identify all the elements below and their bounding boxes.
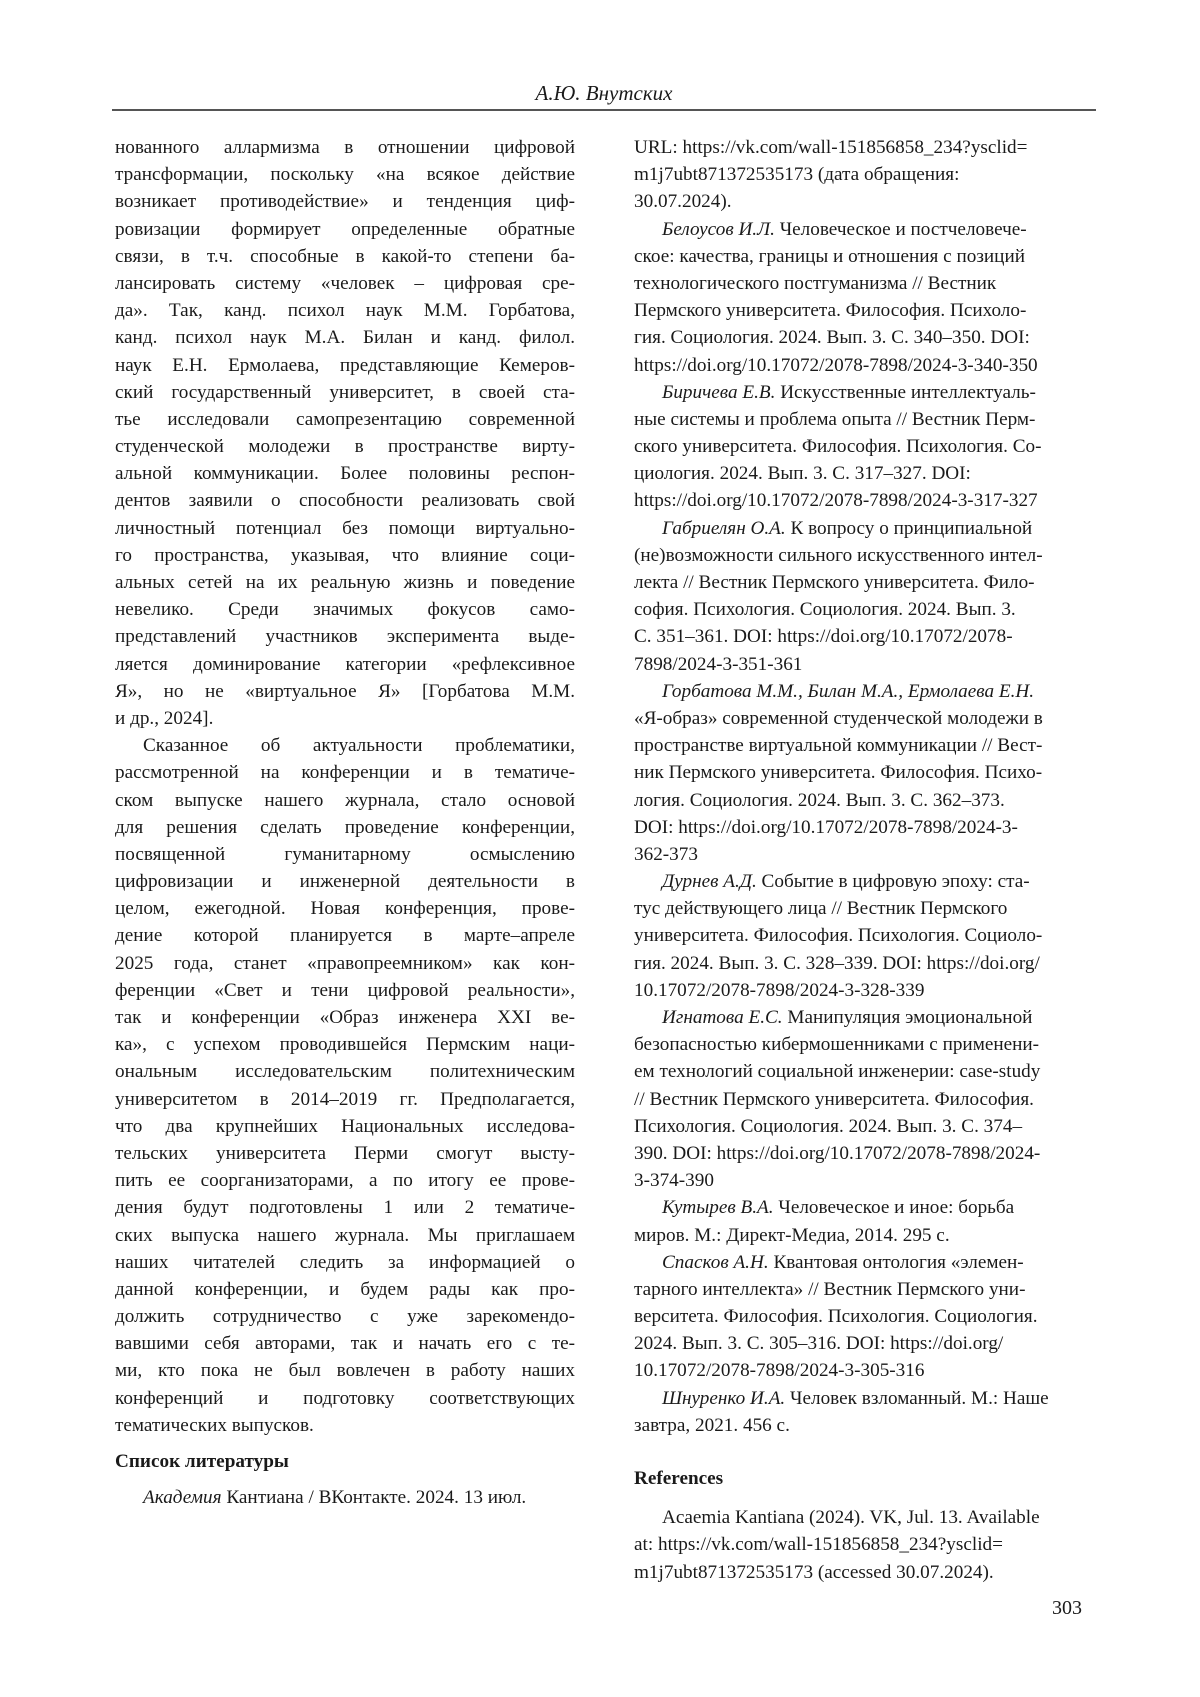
text-line: тус действующего лица // Вестник Пермского [634, 898, 1008, 920]
text-line: ные системы и проблема опыта // Вестник Перм- [634, 408, 1036, 430]
text-line: m1j7ubt871372535173 (accessed 30.07.2024). [634, 1561, 994, 1583]
text-line: должить сотрудничество с уже зарекомендо- [115, 1306, 575, 1328]
reference-entry [634, 1004, 1089, 1194]
text-line: 10.17072/2078-7898/2024-3-305-316 [634, 1360, 925, 1382]
bibliography-heading: Список литературы [115, 1451, 289, 1472]
text-line: трансформации, поскольку «на всякое действие [115, 164, 575, 186]
body-paragraph [115, 134, 575, 732]
text-line: ляется доминирование категории «рефлексивное [115, 653, 575, 675]
text-line: ского университета. Философия. Психология. Со- [634, 436, 1042, 458]
text-line: альной коммуникации. Более половины респон- [115, 463, 575, 485]
reference-title: Человеческое и постчеловече- [774, 218, 1027, 240]
reference-entry [115, 1484, 575, 1511]
text-line: Сказанное об актуальности проблематики, [143, 735, 575, 757]
page-number: 303 [1052, 1597, 1082, 1619]
text-line: целом, ежегодной. Новая конференция, прове- [115, 898, 575, 920]
text-line: наших читателей следить за информацией о [115, 1251, 575, 1273]
text-line: тарного интеллекта» // Вестник Пермского уни- [634, 1278, 1026, 1300]
text-line: m1j7ubt871372535173 (дата обращения: [634, 164, 960, 186]
running-head: А.Ю. Внутских [535, 81, 673, 105]
text-line: ональным исследовательским политехническим [115, 1061, 575, 1083]
reference-author: Игнатова Е.С. [662, 1007, 783, 1028]
reference-entry [634, 1249, 1089, 1385]
text-line: наук Е.Н. Ермолаева, представляющие Кемеров- [115, 354, 575, 376]
text-line: 362-373 [634, 843, 698, 865]
reference-entry [634, 379, 1089, 515]
reference-first-line [634, 1249, 1089, 1276]
text-line: (не)возможности сильного искусственного интел- [634, 544, 1043, 566]
reference-first-line [634, 678, 1089, 705]
text-line: лекта // Вестник Пермского университета. Фило- [634, 572, 1035, 593]
header-rule [112, 109, 1096, 111]
text-line: // Вестник Пермского университета. Философия. [634, 1088, 1034, 1110]
text-line: технологического постгуманизма // Вестник [634, 272, 997, 294]
reference-title: Событие в цифровую эпоху: ста- [756, 871, 1030, 893]
reference-title: Квантовая онтология «элемен- [768, 1251, 1024, 1273]
text-line: цифровизации и инженерной деятельности в [115, 871, 575, 893]
text-line: так и конференции «Образ инженера XXI ве- [115, 1007, 575, 1028]
text-line: нованного аллармизма в отношении цифровой [115, 137, 575, 158]
text-line: канд. психол наук М.А. Билан и канд. филол. [115, 327, 575, 349]
text-line: университетом в 2014–2019 гг. Предполагается, [115, 1088, 575, 1110]
reference-first-line [634, 216, 1089, 243]
text-line: Психология. Социология. 2024. Вып. 3. С. 374– [634, 1115, 1023, 1137]
text-line: ем технологий социальной инженерии: case-study [634, 1061, 1041, 1083]
text-line: связи, в т.ч. способные в какой-то степени ба- [115, 245, 575, 267]
text-line: данной конференции, и будем рады как про- [115, 1278, 575, 1300]
text-line: ник Пермского университета. Философия. Психо- [634, 762, 1043, 784]
text-line: для решения сделать проведение конференции, [115, 816, 575, 838]
text-line: логия. Социология. 2024. Вып. 3. С. 362–373. [634, 789, 1005, 811]
body-paragraph [115, 732, 575, 1439]
left-column [115, 134, 575, 1511]
text-line: Я», но не «виртуальное Я» [Горбатова М.М. [115, 680, 575, 702]
text-line: DOI: https://doi.org/10.17072/2078-7898/2024-3- [634, 816, 1018, 838]
text-line: завтра, 2021. 456 с. [634, 1414, 790, 1436]
reference-text: Кантиана / ВКонтакте. 2024. 13 июл. [221, 1487, 527, 1509]
text-line: ка», с успехом проводившейся Пермским наци- [115, 1034, 575, 1056]
text-line: альных сетей на их реальную жизнь и поведение [115, 572, 575, 593]
reference-author: Биричева Е.В. [662, 381, 776, 403]
text-line: Acaemia Kantiana (2024). VK, Jul. 13. Available [662, 1507, 1040, 1529]
text-line: «Я-образ» современной студенческой молодежи в [634, 707, 1043, 729]
text-line: 10.17072/2078-7898/2024-3-328-339 [634, 979, 925, 1001]
reference-author: Горбатова М.М., Билан М.А., Ермолаева Е.Н. [662, 680, 1035, 702]
reference-author: Габриелян О.А. [662, 517, 786, 539]
text-line: дентов заявили о способности реализовать свой [115, 490, 575, 512]
text-line: https://doi.org/10.17072/2078-7898/2024-3-317-327 [634, 490, 1038, 512]
text-line: 3-374-390 [634, 1170, 714, 1192]
reference-author: Белоусов И.Л. [662, 218, 775, 240]
reference-entry [634, 216, 1089, 379]
text-line: 390. DOI: https://doi.org/10.17072/2078-7898/2024- [634, 1142, 1041, 1164]
reference-first-line [634, 1004, 1089, 1031]
text-line: что два крупнейших Национальных исследова- [115, 1115, 575, 1137]
text-line: миров. М.: Директ-Медиа, 2014. 295 с. [634, 1224, 950, 1246]
reference-title: Искусственные интеллектуаль- [775, 381, 1036, 403]
text-line: гия. Социология. 2024. Вып. 3. С. 340–350. DOI: [634, 327, 1030, 349]
text-line: 2025 года, станет «правопреемником» как кон- [115, 952, 575, 974]
reference-first-line [634, 379, 1089, 406]
reference-title: К вопросу о принципиальной [785, 517, 1033, 539]
text-line: посвященной гуманитарному осмыслению [115, 843, 575, 865]
text-line: университета. Философия. Психология. Социоло- [634, 925, 1043, 947]
reference-author: Кутырев В.А. [662, 1197, 774, 1219]
reference-entry [634, 515, 1089, 678]
text-line: личностный потенциал без помощи виртуально- [115, 517, 575, 539]
text-line: С. 351–361. DOI: https://doi.org/10.17072/2078- [634, 626, 1013, 648]
text-line: тельских университета Перми смогут высту- [115, 1142, 575, 1164]
text-line: Пермского университета. Философия. Психоло- [634, 300, 1027, 322]
reference-title: Человек взломанный. М.: Наше [785, 1387, 1049, 1409]
text-line: пить ее соорганизаторами, а по итогу ее прове- [115, 1170, 575, 1192]
text-line: студенческой молодежи в пространстве вирту- [115, 436, 575, 458]
reference-entry [634, 868, 1089, 1004]
reference-author: Спасков А.Н. [662, 1251, 769, 1273]
text-line: гия. 2024. Вып. 3. С. 328–339. DOI: https://doi.org/ [634, 952, 1040, 974]
text-line: 30.07.2024). [634, 191, 732, 213]
text-line: 7898/2024-3-351-361 [634, 653, 803, 675]
reference-first-line [634, 868, 1089, 895]
reference-author: Шнуренко И.А. [662, 1387, 786, 1409]
reference-entry [634, 678, 1089, 868]
text-line: 2024. Вып. 3. С. 305–316. DOI: https://doi.org/ [634, 1333, 1004, 1355]
text-line: тье исследовали самопрезентацию современной [115, 408, 575, 430]
reference-continuation [634, 134, 1089, 216]
text-line: невелико. Среди значимых фокусов само- [115, 599, 575, 621]
text-line: ское: качества, границы и отношения с позиций [634, 245, 1025, 267]
text-line: возникает противодействие» и тенденция циф- [115, 191, 575, 213]
reference-author: Академия [143, 1487, 222, 1509]
references-heading: References [634, 1468, 724, 1489]
text-line: ский государственный университет, в своей ста- [115, 381, 575, 403]
text-line: ских выпуска нашего журнала. Мы приглашаем [115, 1224, 575, 1246]
text-line: ми, кто пока не был вовлечен в работу наших [115, 1360, 575, 1382]
text-line: представлений участников эксперимента выде- [115, 626, 575, 648]
text-line: дения будут подготовлены 1 или 2 тематиче- [115, 1197, 575, 1219]
text-line: ференции «Свет и тени цифровой реальности», [115, 979, 575, 1001]
reference-first-line [634, 515, 1089, 542]
text-line: циология. 2024. Вып. 3. С. 317–327. DOI: [634, 463, 971, 485]
text-line: дение которой планируется в марте–апреле [115, 925, 575, 947]
reference-entry [634, 1194, 1089, 1248]
reference-first-line [634, 1194, 1089, 1221]
text-line: го пространства, указывая, что влияние соци- [115, 544, 575, 566]
text-line: ровизации формирует определенные обратные [115, 218, 575, 240]
text-line: софия. Психология. Социология. 2024. Вып. 3. [634, 599, 1016, 621]
text-line: рассмотренной на конференции и в тематиче- [115, 762, 575, 784]
reference-title: Манипуляция эмоциональной [782, 1007, 1033, 1028]
text-line: верситета. Философия. Психология. Социология. [634, 1306, 1038, 1328]
reference-entry [634, 1385, 1089, 1439]
text-line: URL: https://vk.com/wall-151856858_234?ysclid= [634, 137, 1028, 158]
text-line: да». Так, канд. психол наук М.М. Горбатова, [115, 300, 575, 322]
text-line: пространстве виртуальной коммуникации // Вест- [634, 735, 1043, 757]
text-line: безопасностью кибермошенниками с применени- [634, 1034, 1040, 1056]
text-line: https://doi.org/10.17072/2078-7898/2024-3-340-350 [634, 354, 1038, 376]
text-line: лансировать систему «человек – цифровая сре- [115, 272, 575, 294]
text-line: вавшими себя авторами, так и начать его с те- [115, 1333, 575, 1355]
text-line: at: https://vk.com/wall-151856858_234?ysclid= [634, 1534, 1003, 1556]
text-line: конференций и подготовку соответствующих [115, 1387, 575, 1409]
reference-first-line [634, 1385, 1089, 1412]
text-line: тематических выпусков. [115, 1414, 314, 1436]
reference-list [634, 216, 1089, 1439]
english-reference-entry [634, 1504, 1089, 1586]
text-line: ском выпуске нашего журнала, стало основой [115, 789, 575, 811]
reference-title: Человеческое и иное: борьба [773, 1197, 1015, 1219]
right-column [634, 134, 1089, 1586]
reference-author: Дурнев А.Д. [662, 871, 757, 893]
text-line: и др., 2024]. [115, 707, 214, 729]
